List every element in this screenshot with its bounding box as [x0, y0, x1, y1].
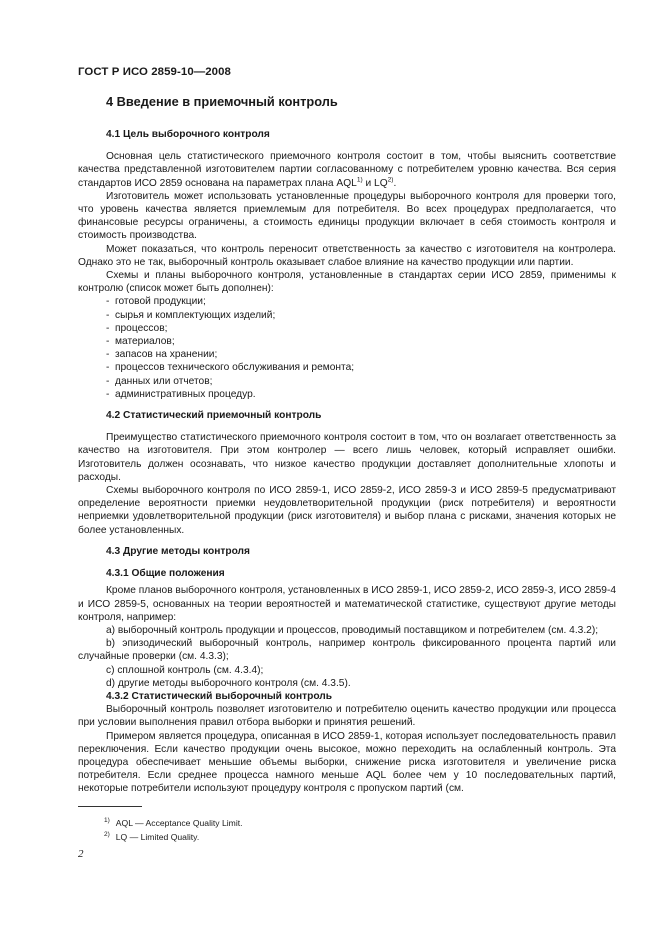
footnote-ref-2[interactable]: 2) — [387, 176, 394, 184]
list-item: - сырья и комплектующих изделий; — [106, 309, 276, 321]
list-item: - данных или отчетов; — [106, 375, 213, 387]
paragraph-4-2-1: Преимущество статистического приемочного контроля состоит в том, что он возлагает ответственность за качество на изготовителя. При этом контролер — всего лишь человек, который исправляет ошибки. Изготовитель должен осознавать, что низкое качество продукции доставляет дополнительные хлопоты и расходы. — [78, 432, 616, 483]
section-4-heading: 4 Введение в приемочный контроль — [106, 94, 338, 109]
enum-item-c: c) сплошной контроль (см. 4.3.4); — [106, 664, 264, 676]
footnote-1: $^{1)}$ AQL — Acceptance Quality Limit. — [104, 817, 243, 828]
paragraph-4-3-2-2: Примером является процедура, описанная в ИСО 2859-1, которая использует последовательность правил переключения. Если качество продукции очень высокое, можно переходить на ослабленный контроль. Эта процедура обеспечивает меньшие объемы выборки, снижение риска изготовителя и увеличение риска потребителя. Если среднее процесса намного меньше AQL более чем у 10 последовательных партий, некоторые потребители используют процедуру контроля с пропуском партий (см. — [78, 730, 616, 795]
paragraph-4-1-4: Схемы и планы выборочного контроля, установленные в стандартах серии ИСО 2859, применимы к контролю (список может быть дополнен): — [78, 270, 616, 295]
list-item: - процессов технического обслуживания и ремонта; — [106, 362, 355, 374]
enum-item-d: d) другие методы выборочного контроля (см. 4.3.5). — [106, 677, 351, 689]
footnote-separator — [78, 806, 142, 807]
section-4-3-heading: 4.3 Другие методы контроля — [106, 545, 250, 557]
paragraph-4-1-2: Изготовитель может использовать установленные процедуры выборочного контроля для проверки того, что уровень качества является приемлемым для потребителя. Во всех процедурах предполагается, что финансовые ресурсы ограничены, а стоимость единицы продукции включает в себя стоимость контроля и стоимость производства. — [78, 190, 616, 242]
list-item: - административных процедур. — [106, 388, 256, 400]
section-4-3-2-heading: 4.3.2 Статистический выборочный контроль — [106, 690, 333, 702]
section-4-3-1-heading: 4.3.1 Общие положения — [106, 568, 225, 580]
section-4-2-heading: 4.2 Статистический приемочный контроль — [106, 410, 322, 422]
paragraph-4-3-1: Кроме планов выборочного контроля, установленных в ИСО 2859-1, ИСО 2859-2, ИСО 2859-3, ИСО 2859-4 и ИСО 2859-5, основанных на теории вероятностей и математической статистике, существуют другие методы контроля, например: — [78, 585, 616, 623]
enum-item-b: b) эпизодический выборочный контроль, например контроль фиксированного процента партий или случайные проверки (см. 4.3.3); — [78, 638, 616, 663]
list-item: - запасов на хранении; — [106, 349, 218, 361]
footnote-ref-1[interactable]: 1) — [356, 176, 363, 184]
list-item: - готовой продукции; — [106, 296, 206, 308]
enum-item-a: a) выборочный контроль продукции и процессов, проводимый поставщиком и потребителем (см. 4.3.2); — [106, 624, 599, 636]
control-objects-list — [78, 295, 616, 401]
footnote-2: $^{2)}$ LQ — Limited Quality. — [104, 831, 200, 842]
document-header: ГОСТ Р ИСО 2859-10—2008 — [78, 66, 231, 78]
paragraph-4-2-2: Схемы выборочного контроля по ИСО 2859-1, ИСО 2859-2, ИСО 2859-3 и ИСО 2859-5 предусматривают определение вероятности приемки неудовлетворительной продукции (риск потребителя) и вероятности неприемки удовлетворительной продукции (риск изготовителя) и выбор плана с рисками, значения которых не более установленных. — [78, 485, 616, 536]
paragraph-4-3-2-1: Выборочный контроль позволяет изготовителю и потребителю оценить качество продукции или процесса при условии выполнения правил отбора выборки и принятия решений. — [78, 704, 616, 729]
list-item: - материалов; — [106, 336, 175, 348]
section-4-1-heading: 4.1 Цель выборочного контроля — [106, 129, 270, 140]
paragraph-4-1-1: Основная цель статистического приемочного контроля состоит в том, чтобы выяснить соответствие качества представленной изготовителем партии согласованному с потребителем уровню качества. Вся серия стандартов ИСО 2859 основана на параметрах плана AQL$^{1)}$ и LQ$^{2)}$. — [78, 151, 616, 189]
paragraph-4-1-3: Может показаться, что контроль переносит ответственность за качество с изготовителя на контролера. Однако это не так, выборочный контроль оказывает слабое влияние на качество продукции или партии. — [78, 243, 616, 268]
list-item: - процессов; — [106, 322, 168, 334]
page-content — [78, 94, 616, 796]
page-number: 2 — [78, 848, 84, 860]
